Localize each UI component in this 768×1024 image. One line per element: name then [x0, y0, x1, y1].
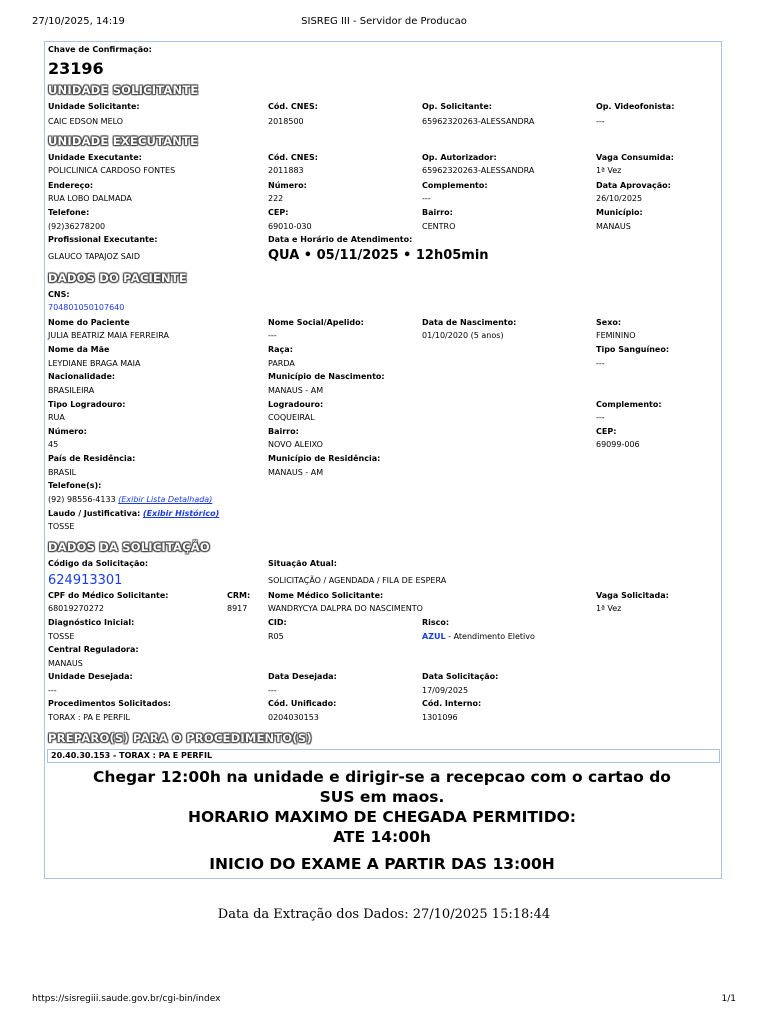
sol-cnes-value: 2018500	[268, 117, 304, 126]
exec-telefone-value: (92)36278200	[48, 222, 106, 231]
pac-complemento-value: ---	[596, 413, 605, 422]
pac-cep-label: CEP:	[596, 427, 617, 436]
laudo-row	[48, 509, 219, 519]
print-datetime: 27/10/2025, 14:19	[32, 16, 125, 27]
logradouro-label: Logradouro:	[268, 400, 324, 409]
exec-cnes-value: 2011883	[268, 166, 304, 175]
nacionalidade-value: BRASILEIRA	[48, 386, 95, 395]
tipo-logradouro-label: Tipo Logradouro:	[48, 400, 126, 409]
pac-telefones-value: (92) 98556-4133	[48, 495, 116, 504]
central-reguladora-label: Central Reguladora:	[48, 645, 139, 654]
pais-residencia-value: BRASIL	[48, 468, 77, 477]
nome-social-value: ---	[268, 331, 277, 340]
data-solicitacao-value: 17/09/2025	[422, 686, 469, 695]
pac-telefones-label: Telefone(s):	[48, 481, 102, 490]
data-extracao: Data da Extração dos Dados: 27/10/2025 15:18:44	[217, 907, 551, 922]
section-dados-paciente: DADOS DO PACIENTE	[48, 271, 187, 285]
diagnostico-value: TOSSE	[48, 632, 75, 641]
cpf-medico-label: CPF do Médico Solicitante:	[48, 591, 169, 600]
codigo-solicitacao-value: 624913301	[48, 573, 123, 588]
laudo-value: TOSSE	[48, 522, 75, 531]
section-dados-solicitacao: DADOS DA SOLICITAÇÃO	[48, 540, 210, 554]
exec-numero-value: 222	[268, 194, 284, 203]
pac-complemento-label: Complemento:	[596, 400, 662, 409]
nascimento-label: Data de Nascimento:	[422, 318, 517, 327]
pac-numero-value: 45	[48, 440, 59, 449]
pac-cep-value: 69099-006	[596, 440, 640, 449]
preparo-line-1: Chegar 12:00h na unidade e dirigir-se a recepcao com o cartao do	[93, 768, 671, 786]
nome-medico-label: Nome Médico Solicitante:	[268, 591, 384, 600]
sol-cnes-label: Cód. CNES:	[268, 102, 318, 111]
cns-value: 704801050107640	[48, 303, 125, 312]
risco-label: Risco:	[422, 618, 450, 627]
endereco-label: Endereço:	[48, 181, 94, 190]
data-desejada-label: Data Desejada:	[268, 672, 337, 681]
crm-value: 8917	[227, 604, 248, 613]
exec-bairro-label: Bairro:	[422, 208, 453, 217]
logradouro-value: COQUEIRAL	[268, 413, 315, 422]
vaga-solicitada-value: 1ª Vez	[596, 604, 622, 613]
crm-label: CRM:	[227, 591, 251, 600]
exec-cep-label: CEP:	[268, 208, 289, 217]
raca-label: Raça:	[268, 345, 293, 354]
print-footer	[32, 994, 736, 1008]
nascimento-value: 01/10/2020 (5 anos)	[422, 331, 504, 340]
preparo-line-4: ATE 14:00h	[333, 828, 431, 846]
pais-residencia-label: País de Residência:	[48, 454, 136, 463]
atendimento-value: QUA • 05/11/2025 • 12h05min	[268, 248, 489, 263]
data-aprovacao-value: 26/10/2025	[596, 194, 643, 203]
nome-social-label: Nome Social/Apelido:	[268, 318, 364, 327]
print-url: https://sisregiii.saude.gov.br/cgi-bin/index	[32, 994, 221, 1004]
risco-value: AZUL	[422, 632, 446, 641]
print-page-number: 1/1	[721, 994, 736, 1004]
pac-bairro-label: Bairro:	[268, 427, 299, 436]
nome-mae-value: LEYDIANE BRAGA MAIA	[48, 359, 141, 368]
situacao-value: SOLICITAÇÃO / AGENDADA / FILA DE ESPERA	[268, 576, 447, 585]
unidade-executante-label: Unidade Executante:	[48, 153, 142, 162]
exec-municipio-label: Município:	[596, 208, 643, 217]
chave-label: Chave de Confirmação:	[48, 45, 152, 54]
nome-mae-label: Nome da Mãe	[48, 345, 110, 354]
raca-value: PARDA	[268, 359, 295, 368]
nome-paciente-label: Nome do Paciente	[48, 318, 130, 327]
vaga-solicitada-label: Vaga Solicitada:	[596, 591, 669, 600]
municipio-residencia-value: MANAUS - AM	[268, 468, 324, 477]
unidade-solicitante-value: CAIC EDSON MELO	[48, 117, 124, 126]
exibir-historico-link[interactable]: (Exibir Histórico)	[142, 509, 220, 518]
tipo-sanguineo-label: Tipo Sanguíneo:	[596, 345, 670, 354]
preparo-procedure-text: 20.40.30.153 - TORAX : PA E PERFIL	[51, 751, 213, 760]
nome-medico-value: WANDRYCYA DALPRA DO NASCIMENTO	[268, 604, 423, 613]
exibir-lista-detalhada-link[interactable]: (Exibir Lista Detalhada)	[118, 495, 213, 504]
vaga-consumida-value: 1ª Vez	[596, 166, 622, 175]
risco-row	[422, 632, 535, 642]
op-autorizador-value: 65962320263-ALESSANDRA	[422, 166, 535, 175]
atendimento-label: Data e Horário de Atendimento:	[268, 235, 413, 244]
preparo-line-5: INICIO DO EXAME A PARTIR DAS 13:00H	[209, 855, 555, 873]
cid-value: R05	[268, 632, 284, 641]
op-solicitante-value: 65962320263-ALESSANDRA	[422, 117, 535, 126]
preparo-line-2: SUS em maos.	[319, 788, 445, 806]
exec-cnes-label: Cód. CNES:	[268, 153, 318, 162]
cns-label: CNS:	[48, 290, 70, 299]
situacao-label: Situação Atual:	[268, 559, 337, 568]
exec-complemento-value: ---	[422, 194, 431, 203]
municipio-nascimento-label: Município de Nascimento:	[268, 372, 385, 381]
laudo-label: Laudo / Justificativa:	[48, 509, 141, 518]
cod-unificado-label: Cód. Unificado:	[268, 699, 337, 708]
codigo-solicitacao-label: Código da Solicitação:	[48, 559, 149, 568]
op-videofonista-value: ---	[596, 117, 605, 126]
unidade-desejada-label: Unidade Desejada:	[48, 672, 133, 681]
print-title: SISREG III - Servidor de Producao	[301, 16, 467, 27]
cod-interno-value: 1301096	[422, 713, 458, 722]
profissional-label: Profissional Executante:	[48, 235, 158, 244]
chave-value: 23196	[48, 59, 104, 78]
cod-unificado-value: 0204030153	[268, 713, 319, 722]
sexo-label: Sexo:	[596, 318, 622, 327]
data-aprovacao-label: Data Aprovação:	[596, 181, 671, 190]
data-solicitacao-label: Data Solicitação:	[422, 672, 499, 681]
op-videofonista-label: Op. Videofonista:	[596, 102, 675, 111]
diagnostico-label: Diagnóstico Inicial:	[48, 618, 135, 627]
endereco-value: RUA LOBO DALMADA	[48, 194, 132, 203]
nome-paciente-value: JULIA BEATRIZ MAIA FERREIRA	[48, 331, 169, 340]
pac-telefones-row	[48, 495, 212, 505]
cpf-medico-value: 68019270272	[48, 604, 104, 613]
preparo-line-3: HORARIO MAXIMO DE CHEGADA PERMITIDO:	[188, 808, 576, 826]
cod-interno-label: Cód. Interno:	[422, 699, 482, 708]
profissional-value: GLAUCO TAPAJOZ SAID	[48, 252, 141, 261]
preparo-procedure-row	[47, 749, 720, 763]
unidade-desejada-value: ---	[48, 686, 57, 695]
procedimentos-label: Procedimentos Solicitados:	[48, 699, 171, 708]
exec-complemento-label: Complemento:	[422, 181, 488, 190]
op-solicitante-label: Op. Solicitante:	[422, 102, 492, 111]
pac-bairro-value: NOVO ALEIXO	[268, 440, 323, 449]
municipio-residencia-label: Município de Residência:	[268, 454, 381, 463]
exec-cep-value: 69010-030	[268, 222, 312, 231]
section-preparo: PREPARO(S) PARA O PROCEDIMENTO(S)	[48, 731, 312, 745]
procedimentos-value: TORAX : PA E PERFIL	[48, 713, 130, 722]
tipo-sanguineo-value: ---	[596, 359, 605, 368]
pac-numero-label: Número:	[48, 427, 87, 436]
nacionalidade-label: Nacionalidade:	[48, 372, 116, 381]
data-desejada-value: ---	[268, 686, 277, 695]
exec-bairro-value: CENTRO	[422, 222, 456, 231]
exec-telefone-label: Telefone:	[48, 208, 90, 217]
central-reguladora-value: MANAUS	[48, 659, 83, 668]
section-unidade-solicitante: UNIDADE SOLICITANTE	[48, 83, 199, 97]
exec-numero-label: Número:	[268, 181, 307, 190]
unidade-executante-value: POLICLINICA CARDOSO FONTES	[48, 166, 176, 175]
risco-desc: - Atendimento Eletivo	[445, 632, 535, 641]
municipio-nascimento-value: MANAUS - AM	[268, 386, 324, 395]
cid-label: CID:	[268, 618, 287, 627]
sexo-value: FEMININO	[596, 331, 636, 340]
vaga-consumida-label: Vaga Consumida:	[596, 153, 674, 162]
unidade-solicitante-label: Unidade Solicitante:	[48, 102, 140, 111]
section-unidade-executante: UNIDADE EXECUTANTE	[48, 134, 199, 148]
exec-municipio-value: MANAUS	[596, 222, 631, 231]
op-autorizador-label: Op. Autorizador:	[422, 153, 497, 162]
tipo-logradouro-value: RUA	[48, 413, 65, 422]
print-header	[32, 16, 736, 30]
